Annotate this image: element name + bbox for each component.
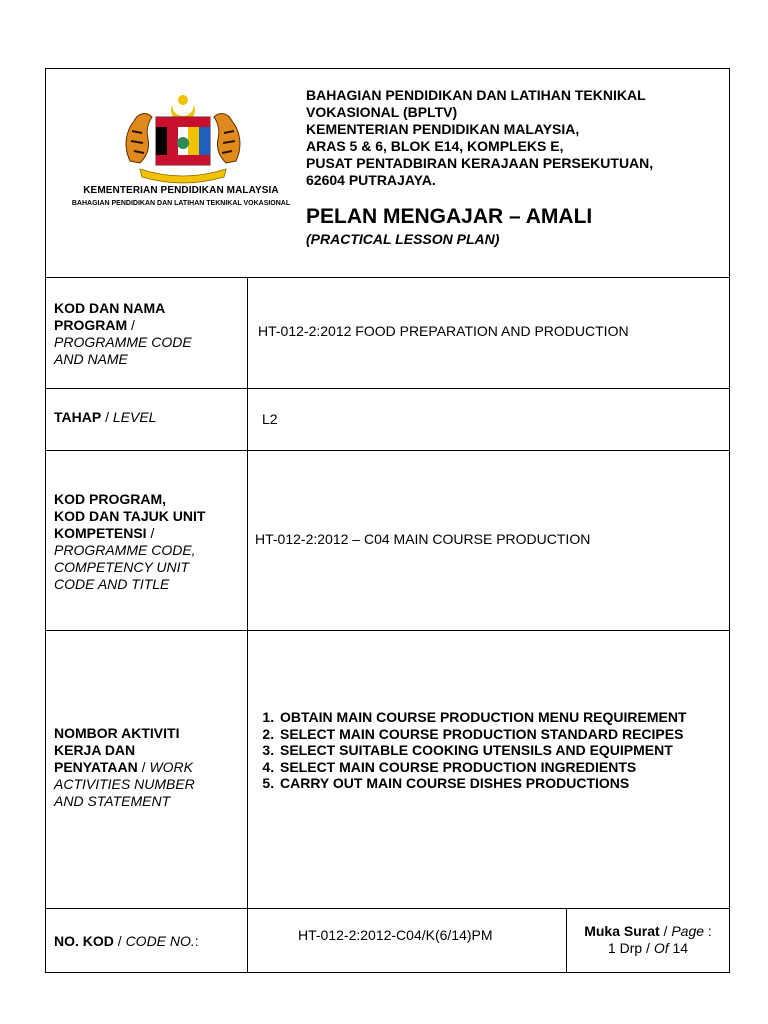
logo-caption: KEMENTERIAN PENDIDIKAN MALAYSIA — [83, 185, 279, 196]
list-item: 1. OBTAIN MAIN COURSE PRODUCTION MENU REQUIREMENT — [278, 709, 724, 726]
activities-label: NOMBOR AKTIVITI KERJA DAN PENYATAAN / WORK ACTIVITIES NUMBER AND STATEMENT — [54, 725, 195, 809]
document-subtitle: (PRACTICAL LESSON PLAN) — [306, 231, 500, 247]
activities-row — [46, 630, 729, 908]
address-line: 62604 PUTRAJAYA. — [306, 172, 436, 188]
list-item: 3. SELECT SUITABLE COOKING UTENSILS AND EQUIPMENT — [278, 742, 724, 759]
list-item: 4. SELECT MAIN COURSE PRODUCTION INGREDIENTS — [278, 759, 724, 776]
level-label: TAHAP / LEVEL — [54, 409, 157, 425]
competency-row — [46, 450, 729, 630]
address-line: ARAS 5 & 6, BLOK E14, KOMPLEKS E, — [306, 138, 564, 154]
lesson-plan-form — [45, 68, 730, 973]
address-line: PUSAT PENTADBIRAN KERAJAAN PERSEKUTUAN, — [306, 155, 654, 171]
address-line: BAHAGIAN PENDIDIKAN DAN LATIHAN TEKNIKAL — [306, 87, 646, 103]
logo-subcaption: BAHAGIAN PENDIDIKAN DAN LATIHAN TEKNIKAL VOKASIONAL — [71, 200, 291, 207]
ministry-address — [306, 87, 653, 189]
address-line: KEMENTERIAN PENDIDIKAN MALAYSIA, — [306, 121, 580, 137]
activities-list — [254, 709, 724, 792]
program-row — [46, 277, 729, 388]
page-number: Muka Surat / Page : 1 Drp / Of 14 — [584, 923, 712, 956]
competency-value: HT-012-2:2012 – C04 MAIN COURSE PRODUCTION — [255, 531, 591, 547]
address-line: VOKASIONAL (BPLTV) — [306, 104, 458, 120]
code-value: HT-012-2:2012-C04/K(6/14)PM — [298, 927, 493, 943]
list-item: 5. CARRY OUT MAIN COURSE DISHES PRODUCTIONS — [278, 775, 724, 792]
program-label: KOD DAN NAMA PROGRAM / PROGRAMME CODE AND NAME — [54, 300, 192, 367]
code-label: NO. KOD / CODE NO.: — [54, 933, 199, 949]
level-row — [46, 388, 729, 450]
competency-label: KOD PROGRAM, KOD DAN TAJUK UNIT KOMPETENSI / PROGRAMME CODE, COMPETENCY UNIT CODE AND TITLE — [54, 491, 206, 592]
document-title: PELAN MENGAJAR – AMALI — [306, 205, 593, 228]
footer-row — [46, 908, 729, 972]
header-section — [46, 69, 729, 277]
ministry-crest-logo — [68, 91, 298, 216]
program-value: HT-012-2:2012 FOOD PREPARATION AND PRODUCTION — [258, 323, 629, 339]
level-value: L2 — [262, 411, 278, 427]
list-item: 2. SELECT MAIN COURSE PRODUCTION STANDARD RECIPES — [278, 726, 724, 743]
